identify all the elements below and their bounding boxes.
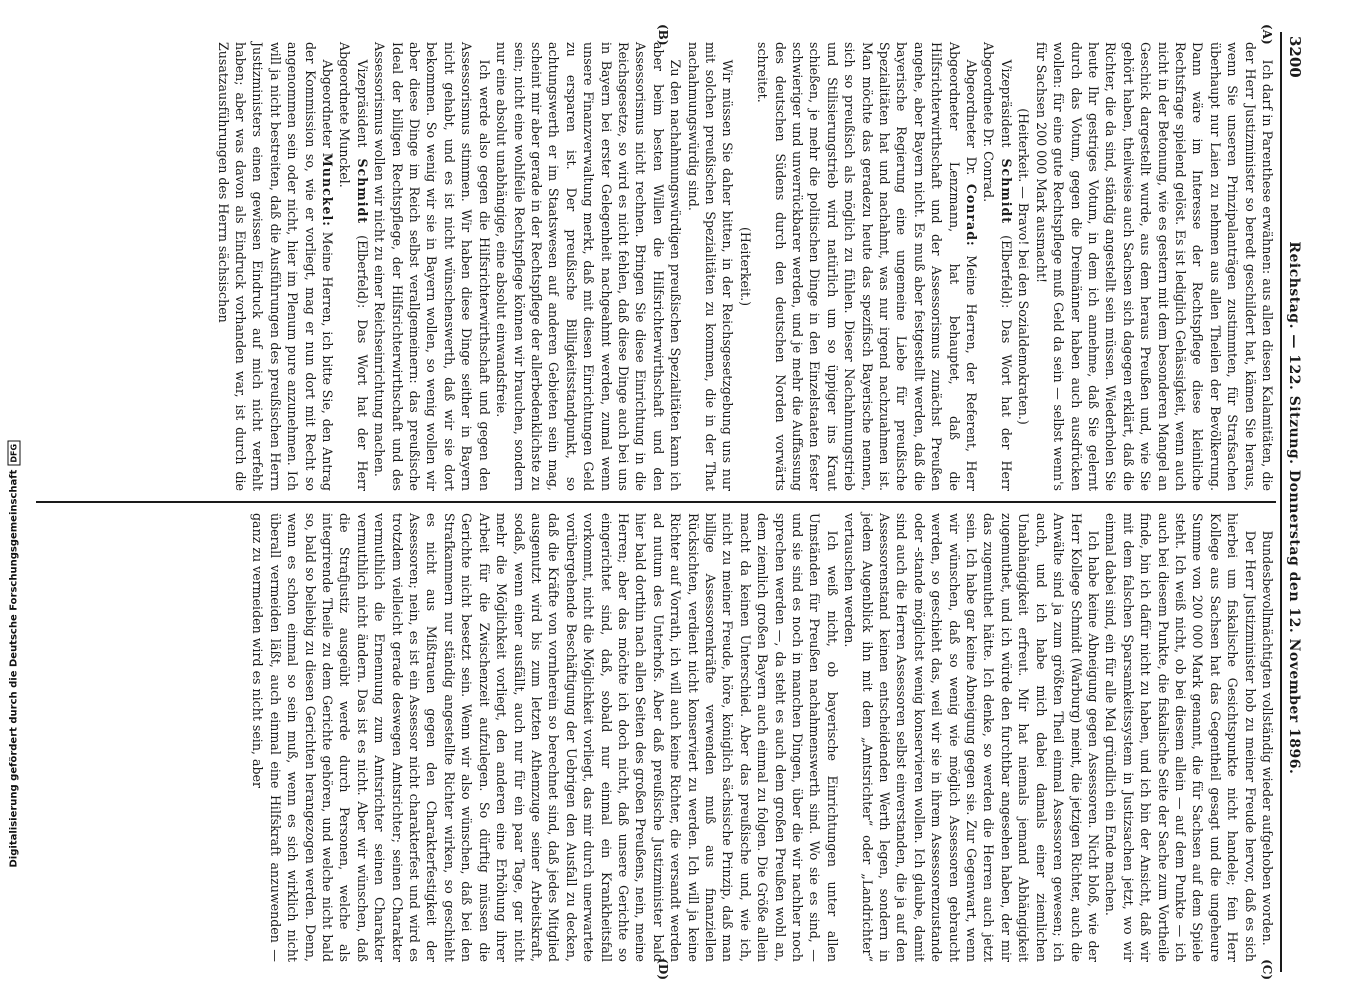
- speaker-name: Conrad:: [964, 183, 980, 247]
- digitization-note: [4, 4, 24, 994]
- paragraph: Ich weiß nicht, ob bayerische Einrichtungen unter allen Umständen für Preußen nachahmenswerth sind. Wo sie es sind, — und sie sind es noch in manchen Dingen, über die wir nachher noch sprechen werden —, da steht es auch dem großen Preußen wohl an, dem ziemlich großen Bayern auch einmal zu folgen. Die Größe allein macht da keinen Unterschied. Aber das preußische und, wie ich, nicht zu meiner Freude, höre, königlich sächsische Prinzip, daß man billige Assessorenkräfte verwenden muß aus finanziellen Rücksichten, verdient nicht konserviert zu werden. Ich will ja keine Richter auf Vorrath, ich will auch keine Richter, die versandt werden ad nutum des Unterhofs. Aber daß preußische Justizminister bald hier bald dorthin nach allen Seiten des großen Preußens, nein, meine Herren; aber das möchte ich doch nicht, daß unsere Gerichte so eingerichtet sind, daß, sobald nur einmal ein Krankheitsfall vorkommt, nicht die Möglichkeit vorliegt, das mir durch unerwartete vorübergehende Beschäftigung der Uebrigen den Ausfall zu decken, daß die Kräfte von vornherein so berechnet sind, daß jedes Mitglied ausgenutzt wird bis zum letzten Athemzuge seiner Arbeitskraft, sodaß, wenn einer ausfällt, auch nur für ein paar Tage, gar nicht mehr die Möglichkeit vorliegt, den anderen eine Erhöhung ihrer Arbeit für die Zwischenzeit aufzulegen. So dürftig müssen die Gerichte nicht besetzt sein. Wenn wir also wünschen, daß bei den Strafkammern nur ständig angestellte Richter wirken, so geschieht es nicht aus Mißtrauen gegen den Charakterfestigkeit der Assessoren; nein, es ist ein Assessor nicht charakterfest und wird es trotzdem vielleicht gerade deswegen Amtsrichter; seinen Charakter vermuthlich die Ernennung zum Amtsrichter seinen Charakter vermuthlich nicht ändern. Das ist es nicht. Aber wir wünschen, daß die Strafjustiz ausgeübt werde durch Personen, welche als integrirende Theile zu dem Gerichte gehören, und welche nicht bald so, bald so beliebig zu diesen Gerichten herangezogen werden. Denn, wenn es schon einmal so sein muß, wenn es sich wirklich nicht überall vermeiden läßt, auch einmal eine Hilfskraft anzuwenden — ganz zu vermeiden wird es nicht sein, aber: [250, 513, 840, 962]
- speaker-paragraph: [214, 42, 336, 491]
- speaker-name: Schmidt: [998, 158, 1014, 225]
- speaker-prefix: Vizepräsident: [354, 59, 370, 159]
- speech-text: Meine Herren, ich bitte Sie, den Antrag der Kommission so, wie er vorliegt, mag er nun dort mit Recht so angenommen sein oder nicht, hier im Plenum pure anzunehmen. Ich will ja nicht bestreiten, daß die Ausführungen des preußischen Herrn Justizministers einen gewissen Eindruck auf mich nicht verfehlt haben; aber was davon als Eindruck vorhanden war, ist durch die Zusatzausführungen des Herrn sächsischen: [215, 42, 336, 491]
- speaker-paragraph: [754, 42, 980, 491]
- speaker-name: Schmidt: [354, 158, 370, 225]
- dfg-logo: DFG: [8, 441, 21, 466]
- speaker-paragraph: [980, 42, 1015, 491]
- digitization-text: Digitalisierung gefördert durch die Deutsche Forschungsgemeinschaft: [8, 469, 20, 868]
- margin-letter-b: (B): [656, 24, 670, 46]
- text-columns: [36, 24, 1280, 980]
- speech-text: (Elberfeld): Das Wort hat der Herr Abgeordnete Munckel.: [337, 42, 370, 492]
- paragraph: Zu den nachahmungswürdigen preußischen Spezialitäten kann ich aber beim besten Willen die Hilfsrichterwirthschaft und den Assessorismus nicht rechnen. Bringen Sie diese Einrichtung in die Reichsgesetze, so wird es nicht fehlen, daß diese Dinge auch bei uns in Bayern bei erster Gelegenheit nachgeahmt werden, zumal wenn unsere Finanzverwaltung merkt, daß mit diesen Einrichtungen Geld zu ersparen ist. Der preußische Billigkeitsstandpunkt, so achtungswerth er im Staatswesen auf anderen Gebieten sein mag, scheint mir aber gerade in der Rechtspflege der allerbedenklichste zu sein; nicht eine wohlfeile Rechtspflege können wir brauchen, sondern nur eine absolut unabhängige, eine absolut einwandsfreie.: [494, 42, 684, 491]
- margin-letter-a: (A): [1260, 24, 1274, 45]
- stage-direction: (Heiterkeit.): [737, 227, 753, 306]
- speech-text: (Elberfeld): Das Wort hat der Herr Abgeordnete Dr. Conrad.: [981, 42, 1014, 492]
- paragraph: Der Herr Justizminister hob zu meiner Freude hervor, daß es sich hierbei um fiskalische Gesichtspunkte nicht handele; fein Herr Kollege aus Sachsen hat das Gegentheil gesagt und die ungeheure Summe von 200 000 Mark genannt, die für Sachsen auf dem Spiele steht. Ich weiß nicht, ob bei diesem allein — auf dem Punkte — ich auch bei diesem Punkte, die fiskalische Seite der Sache zum Vortheile finde, bin ich dafür nicht zu haben, und ich bin der Ansicht, daß wir mit dem falschen Sparsamkeitssystem in Justizsachen jetzt, wo wir einmal dabei sind, ein für alle Mal gründlich ein Ende machen.: [1103, 513, 1258, 962]
- rotated-page: [20, 22, 1310, 982]
- speaker-paragraph: [336, 42, 371, 491]
- speech-text: Meine Herren, der Referent, Herr Abgeordneter Lenzmann, hat behauptet, daß die Hilfsrichterwirthschaft und der Assessorismus zunächst Preußen angehe, aber Bayern nicht. Es muß aber festgestellt werden, daß die bayerische Regierung eine ungemeine Liebe für preußische Spezialitäten hat und nachahmt, was nur irgend nachzuahmen ist. Man möchte das geradezu heute das spezifisch Bayerische nennen, sich so preußisch als möglich zu fühlen. Dieser Nachahmungstrieb und Stilisierungstrieb wird natürlich um so üppiger ins Kraut schießen, je mehr die politischen Dinge in den Einzelstaaten fester schwieriger und unverrückbarer werden, und je mehr die Auffassung des deutschen Südens durch den deutschen Norden vorwärts schreitet.: [755, 42, 980, 491]
- right-column: [36, 503, 1276, 972]
- running-title: Reichstag. — 122. Sitzung. Donnerstag den 12. November 1896.: [1286, 241, 1302, 775]
- paragraph: Bundesbevollmächtigten vollständig wieder aufgehoben worden.: [1260, 530, 1275, 946]
- left-column: [36, 32, 1276, 501]
- speaker-name: Munckel:: [320, 152, 336, 227]
- speaker-prefix: Abgeordneter: [320, 59, 336, 153]
- paragraph: Wir müssen Sie daher bitten, in der Reichsgesetzgebung uns nur mit solchen preußischen Spezialitäten zu kommen, die in der That nachahmungswürdig sind.: [685, 42, 736, 491]
- paragraph: Ich darf in Parenthese erwähnen: aus allen diesen Kalamitäten, die der Herr Justizminister so beredt geschildert hat, kämen Sie heraus, wenn Sie unseren Prinzipalanträgen zustimmten, für Strafsachen überhaupt nur Laien zu nehmen aus allen Theilen der Bevölkerung. Dann wäre im Interesse der Rechtspflege diese kleinliche Rechtsfrage spielend gelöst. Es ist lediglich Gehässigkeit, wenn auch nicht in der Betonung, wie es gestern mit dem besonderen Mangel an Geschick dargestellt wurde, aus dem heraus Preußen und, wie Sie gehört haben, theilweise auch Sachsen sich dagegen erklärt, daß die Richter, die da sind, ständig angestellt sein müssen. Wiederholen Sie heute Ihr gestriges Votum, in dem ich annehme, daß Sie gelernt durch das Votum, gegen die Dreimänner haben auch ausdrücken wollen: für eine gute Rechtspflege muß Geld da sein — selbst wenn's für Sachsen 200 000 Mark ausmacht!: [1033, 42, 1275, 491]
- paragraph: Ich habe keine Abneigung gegen Assessoren. Nicht bloß, wie der Herr Kollege Schmidt (Warburg) meint, die jetzigen Richter, auch die Anwälte sind ja zum größten Theil einmal Assessoren gewesen; ich auch, und ich habe mich dabei damals einer ziemlichen Unabhängigkeit erfreut. Mir hat niemals jemand Abhängigkeit zugemuthet, und ich würde den furchtbar angesehen haben, der mir das zugemuthet hätte. Ich denke, so werden die Herren auch jetzt sein. Ich habe gar keine Abneigung gegen sie. Zur Gegenwart, wenn wir wünschen, daß so wenig wie möglich Assessoren gebraucht werden, so geschieht das, weil wir sie in ihrem Assessorenzustande oder -stande möglichst wenig konservieren wollen. Ich glaube, damit sind auch die Herren Assessoren selbst einverstanden, die ja auf den Assessorenstand keinen entscheidenden Werth legen, sondern in jedem Augenblick ihn mit dem „Amtsrichter“ oder „Landrichter“ vertauschen werden.: [842, 513, 1101, 962]
- margin-letter-c: (C): [1260, 959, 1274, 980]
- page-number: 3200: [1286, 36, 1304, 78]
- stage-direction: (Heiterkeit. — Bravo! bei den Sozialdemokraten.): [1016, 108, 1032, 425]
- margin-letter-d: (D): [656, 958, 670, 980]
- page-header: [1280, 32, 1304, 972]
- speaker-prefix: Abgeordneter Dr.: [964, 59, 980, 184]
- speaker-prefix: Vizepräsident: [998, 59, 1014, 159]
- paragraph: Ich werde also gegen die Hilfsrichterwirthschaft und gegen den Assessorismus stimmen. Wir haben diese Dinge seither in Bayern nicht gehabt, und es ist nicht wünschenswerth, daß wir sie dort bekommen. So wenig wir sie in Bayern wollen, so wenig wollen wir aber diese Dinge im Reich selbst verallgemeinern: das preußische Ideal der billigen Rechtspflege, der Hilfsrichterwirthschaft und des Assessorismus wollen wir nicht zu einer Reichseinrichtung machen.: [372, 42, 492, 491]
